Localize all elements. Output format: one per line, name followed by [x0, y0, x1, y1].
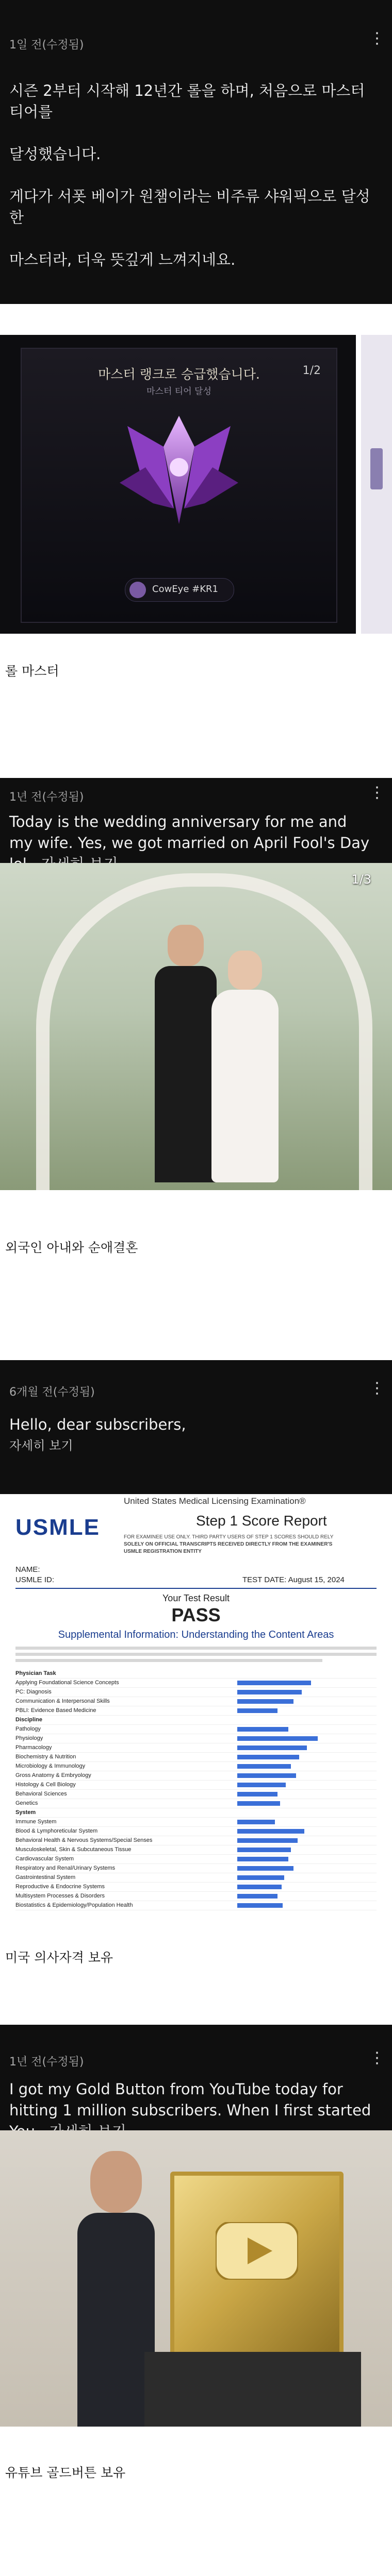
table-row: Blood & Lymphoreticular System [15, 1827, 377, 1836]
score-report-document[interactable]: United States Medical Licensing Examination® USMLE Step 1 Score Report FOR EXAMINEE USE ONLY. THIRD PARTY USERS OF STEP 1 SCORES SHOULD RELY SOLELY ON OFFICIAL TRANSCRIPTS RECEIVED DIRECTLY FROM THE EXAMINER'S USMLE REGISTRATION ENTITY NAME: USMLE ID: TEST DATE: August 15, 2024 Your Test Result PASS Supplemental Information: Understanding the Content Areas Physician Task Applying Foundational Science Concepts PC: Diagnosis Communication & Interpersonal Skills PBLI: Evidence Based Medicine Discipline Pathology Physiology Pharmacology Biochemistry & Nutrition Microbiology & Immunology Gross Anatomy & Embryology Histology & Cell Biology Behavioral Sciences Genetics System Immune System Blood & Lymphoreticular System Behavioral Health & Nervous Systems/Special Senses Musculoskeletal, Skin & Subcutaneous Tissue Cardiovascular System Respiratory and Renal/Urinary Systems Gastrointestinal System Reproductive & Endocrine Systems Multisystem Processes & Disorders Biostatistics & Epidemiology/Population Health [0, 1494, 392, 1911]
table-row: Immune System [15, 1818, 377, 1827]
post-body: I got my Gold Button from YouTube today for hitting 1 million subscribers. When I first started [9, 2079, 371, 2142]
table-row: Gross Anatomy & Embryology [15, 1771, 377, 1781]
more-options-icon[interactable]: ⋮ [369, 2049, 385, 2067]
performance-bar [237, 1875, 284, 1880]
table-row: Cardiovascular System [15, 1855, 377, 1864]
next-image-peek[interactable] [361, 335, 392, 634]
table-row: Histology & Cell Biology [15, 1781, 377, 1790]
performance-bar [237, 1681, 311, 1685]
post-body: Hello, dear subscribers, 자세히 보기 [9, 1414, 371, 1456]
content-area-table [15, 1669, 377, 1910]
caption-1: 롤 마스터 [5, 664, 59, 679]
caption-3: 미국 의사자격 보유 [5, 1950, 113, 1965]
rank-up-subtitle: 마스터 티어 달성 [146, 386, 211, 397]
player-tag: CowEye #KR1 [125, 578, 234, 602]
performance-bar [237, 1848, 291, 1852]
performance-bar [237, 1783, 286, 1787]
performance-bar [237, 1699, 293, 1704]
avatar [129, 582, 146, 598]
table-row: Pathology [15, 1725, 377, 1734]
table-row: Applying Foundational Science Concepts [15, 1679, 377, 1688]
gold-button-photo[interactable] [0, 2130, 392, 2427]
table-row: Behavioral Health & Nervous Systems/Special Senses [15, 1836, 377, 1845]
read-more-link[interactable]: 자세히 보기 [9, 1438, 73, 1453]
post-timestamp: 1년 전(수정됨) [9, 2056, 84, 2069]
performance-bar [237, 1745, 307, 1750]
post-timestamp: 1일 전(수정됨) [9, 39, 84, 52]
performance-bar [237, 1857, 288, 1861]
table-section-header: Discipline [15, 1716, 377, 1725]
community-post-4 [0, 2025, 392, 2427]
caption-4: 유튜브 골드버튼 보유 [5, 2465, 126, 2480]
performance-bar [237, 1708, 277, 1713]
report-title: Step 1 Score Report [196, 1513, 327, 1529]
performance-bar [237, 1894, 277, 1899]
bride [211, 951, 279, 1182]
rank-up-panel [21, 348, 337, 623]
more-options-icon[interactable]: ⋮ [369, 1379, 385, 1397]
table-row: Microbiology & Immunology [15, 1762, 377, 1771]
performance-bar [237, 1792, 277, 1797]
more-options-icon[interactable]: ⋮ [369, 29, 385, 47]
community-post-1 [0, 0, 392, 304]
table-row: PBLI: Evidence Based Medicine [15, 1706, 377, 1716]
table-row: Biochemistry & Nutrition [15, 1753, 377, 1762]
post-timestamp: 6개월 전(수정됨) [9, 1386, 95, 1399]
pass-result: PASS [171, 1604, 221, 1625]
performance-bar [237, 1755, 299, 1759]
community-post-2 [0, 778, 392, 1190]
table-row: Musculoskeletal, Skin & Subcutaneous Tissue [15, 1845, 377, 1855]
table-row: Gastrointestinal System [15, 1873, 377, 1883]
more-options-icon[interactable]: ⋮ [369, 784, 385, 802]
performance-bar [237, 1690, 302, 1694]
performance-bar [237, 1885, 282, 1889]
community-post-3 [0, 1360, 392, 1494]
wedding-photo[interactable] [0, 863, 392, 1190]
post-image-carousel[interactable] [0, 335, 356, 634]
performance-bar [237, 1829, 304, 1834]
rank-up-title: 마스터 랭크로 승급했습니다. [98, 367, 260, 382]
performance-bar [237, 1801, 280, 1806]
table-row: Biostatistics & Epidemiology/Population Health [15, 1901, 377, 1910]
table-row: Reproductive & Endocrine Systems [15, 1883, 377, 1892]
master-emblem-icon [117, 405, 241, 534]
table-row: Physiology [15, 1734, 377, 1743]
image-counter: 1/3 [351, 872, 371, 887]
performance-bar [237, 1764, 291, 1769]
post-timestamp: 1년 전(수정됨) [9, 791, 84, 804]
table-row: Genetics [15, 1799, 377, 1808]
usmle-logo: USMLE [15, 1515, 100, 1540]
table-row: Respiratory and Renal/Urinary Systems [15, 1864, 377, 1873]
table-section-header: System [15, 1808, 377, 1818]
post-body: 시즌 2부터 시작해 12년간 롤을 하며, 처음으로 마스터 티어를 달성했습니다. 게다가 서폿 베이가 원챔이라는 비주류 샤워픽으로 달성한 마스터라, 더욱 뜻깊게 느껴지네요. [9, 82, 370, 268]
groom [155, 925, 217, 1182]
explanation-text [15, 1647, 377, 1665]
table-row: Pharmacology [15, 1743, 377, 1753]
table-section-header: Physician Task [15, 1669, 377, 1679]
youtube-play-icon [216, 2222, 298, 2280]
performance-bar [237, 1773, 296, 1778]
caption-2: 외국인 아내와 순애결혼 [5, 1240, 138, 1255]
performance-bar [237, 1903, 283, 1908]
table-row: Multisystem Processes & Disorders [15, 1892, 377, 1901]
image-counter: 1/2 [302, 364, 321, 377]
table-row: PC: Diagnosis [15, 1688, 377, 1697]
performance-bar [237, 1727, 288, 1732]
gold-play-button-plaque [170, 2172, 344, 2365]
person [77, 2151, 155, 2427]
table-row: Communication & Interpersonal Skills [15, 1697, 377, 1706]
performance-bar [237, 1736, 318, 1741]
table-row: Behavioral Sciences [15, 1790, 377, 1799]
performance-bar [237, 1866, 293, 1871]
plaque-box [144, 2352, 361, 2427]
performance-bar [237, 1838, 298, 1843]
performance-bar [237, 1820, 275, 1824]
post-body: Today is the wedding anniversary for me and my wife. Yes, we got married on April Fool's Day [9, 811, 371, 875]
